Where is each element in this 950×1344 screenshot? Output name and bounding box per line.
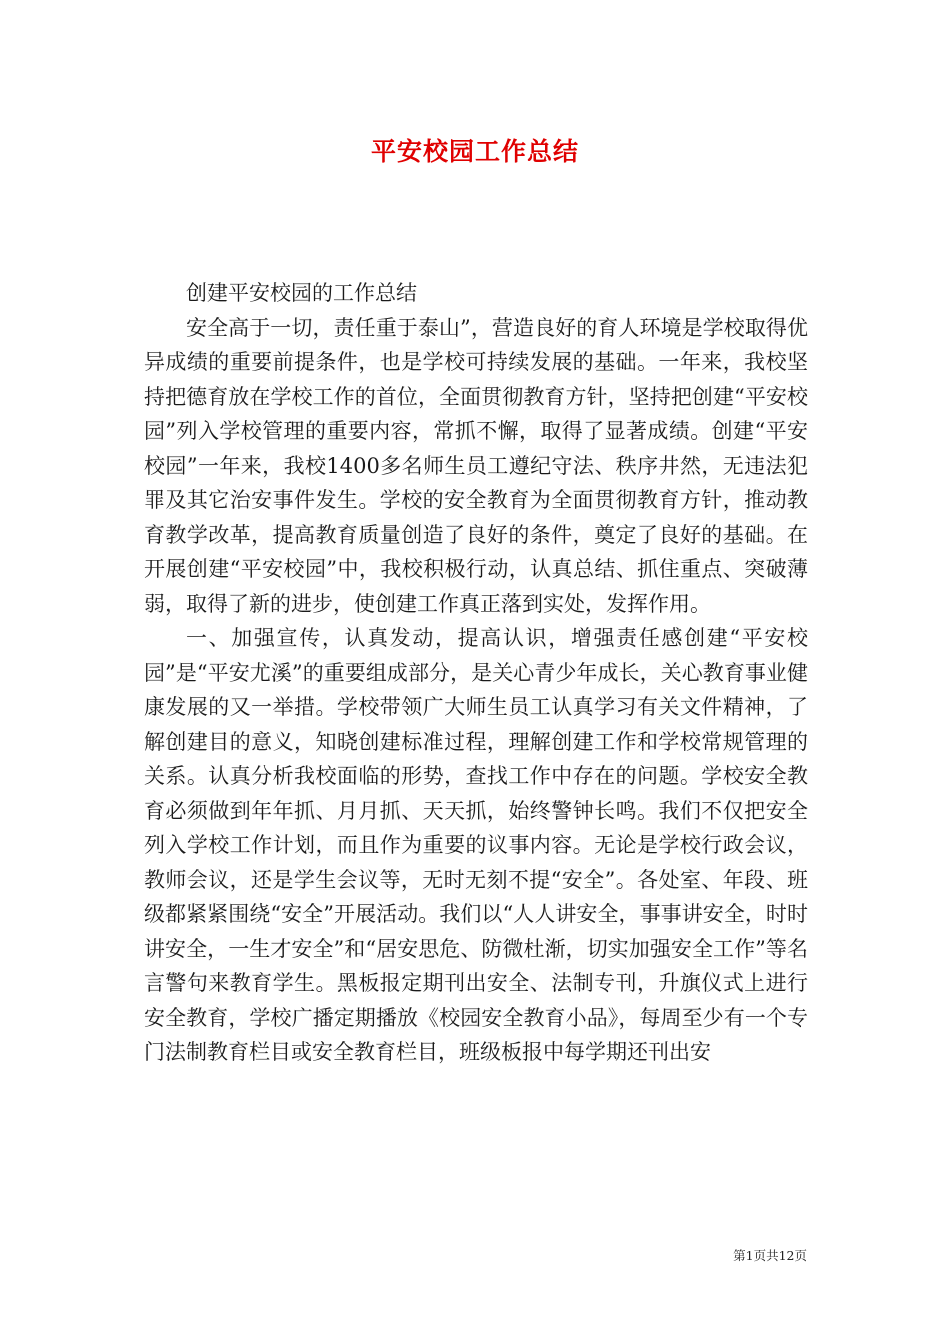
paragraph-subtitle: 创建平安校园的工作总结	[186, 281, 417, 305]
paragraph-section-one: 一、加强宣传，认真发动，提高认识，增强责任感创建“平安校园”是“平安尤溪”的重要组成部分，是关心青少年成长，关心教育事业健康发展的又一举措。学校带领广大师生员工认真学习有关文件精神，了解创建目的意义，知晓创建标准过程，理解创建工作和学校常规管理的关系。认真分析我校面临的形势，查找工作中存在的问题。学校安全教育必须做到年年抓、月月抓、天天抓，始终警钟长鸣。我们不仅把安全列入学校工作计划，而且作为重要的议事内容。无论是学校行政会议，教师会议，还是学生会议等，无时无刻不提“安全”。各处室、年段、班级都紧紧围绕“安全”开展活动。我们以“人人讲安全，事事讲安全，时时讲安全，一生才安全”和“居安思危、防微杜渐，切实加强安全工作”等名言警句来教育学生。黑板报定期刊出安全、法制专刊，升旗仪式上进行安全教育，学校广播定期播放《校园安全教育小品》，每周至少有一个专门法制教育栏目或安全教育栏目，班级板报中每学期还刊出安	[144, 626, 808, 1064]
page-number: 第1页共12页	[733, 1248, 807, 1263]
paragraph-intro: 安全高于一切，责任重于泰山”，营造良好的育人环境是学校取得优异成绩的重要前提条件，也是学校可持续发展的基础。一年来，我校坚持把德育放在学校工作的首位，全面贯彻教育方针，坚持把创建“平安校园”列入学校管理的重要内容，常抓不懈，取得了显著成绩。创建“平安校园”一年来，我校1400多名师生员工遵纪守法、秩序井然，无违法犯罪及其它治安事件发生。学校的安全教育为全面贯彻教育方针，推动教育教学改革，提高教育质量创造了良好的条件，奠定了良好的基础。在开展创建“平安校园”中，我校积极行动，认真总结、抓住重点、突破薄弱，取得了新的进步，使创建工作真正落到实处，发挥作用。	[144, 315, 808, 616]
document-body	[144, 276, 808, 1070]
document-title: 平安校园工作总结	[370, 137, 579, 166]
